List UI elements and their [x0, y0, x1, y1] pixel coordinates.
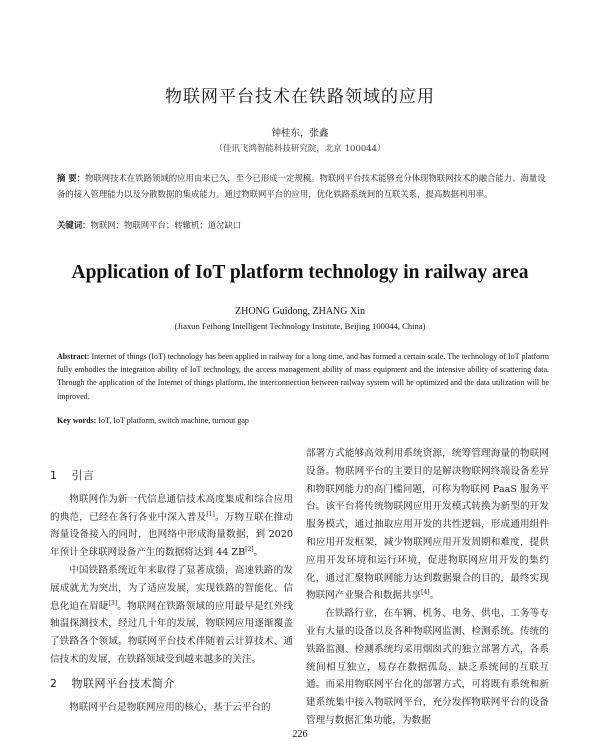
r1-text-2: 。 — [429, 590, 440, 602]
citation: [1] — [206, 510, 215, 518]
page-number: 226 — [292, 729, 308, 740]
cn-title: 物联网平台技术在铁路领域的应用 — [165, 87, 435, 107]
p1-text-3: 。 — [253, 547, 264, 559]
citation: [3] — [108, 599, 118, 607]
section-2-title: 物联网平台技术简介 — [71, 676, 175, 690]
cn-authors: 钟桂东，张鑫 — [271, 128, 329, 139]
body-right-column — [306, 445, 549, 730]
section-heading-2 — [50, 675, 293, 693]
en-keywords-text: IoT, IoT platform, switch machine, turnout gap — [98, 416, 249, 425]
paragraph-1 — [50, 491, 293, 562]
p2-text: 中国铁路系统近年来取得了显著成绩，高速铁路的发展成就尤为突出，为了适应发展，实现铁路的智能化、信息化迫在眉睫 — [50, 564, 293, 612]
en-abstract — [57, 350, 549, 403]
en-abstract-label: Abstract: — [57, 352, 90, 361]
en-keywords — [57, 416, 549, 425]
en-authors: ZHONG Guidong, ZHANG Xin — [235, 306, 365, 317]
cn-abstract — [57, 170, 549, 202]
cn-keywords — [57, 219, 549, 231]
en-keywords-label: Key words: — [57, 416, 97, 425]
r1-text: 部署方式能够高效利用系统资源，统筹管理海量的物联网设备。物联网平台的主要目的是解决物联网终端设备差异和物联网能力的高门槛问题，可称为物联网 PaaS 服务平台。该平台将传统物联网应用开发模式转换为新型的开发服务模式，通过抽取应用开发的共性逻辑，形成通用组件和应用开发框架，减少物联网应用开发周期和难度，提供应用开发环境和运行环境，促进物联网应用开发的集约化，通过汇聚物联网能力达到数据聚合的目的，最终实现物联网产业聚合和数据共享 — [306, 448, 549, 602]
section-1-number: 1 — [50, 469, 58, 482]
cn-keywords-label: 关键词： — [57, 220, 91, 230]
cn-keywords-text: 物联网；物联网平台；转辙机；道岔缺口 — [90, 220, 242, 230]
section-1-title: 引言 — [71, 469, 95, 482]
citation: [2] — [245, 546, 254, 553]
cn-affiliation: （佳讯飞鸿智能科技研究院，北京 100044） — [214, 144, 386, 154]
section-heading-1 — [50, 467, 293, 485]
paragraph-2 — [50, 562, 293, 669]
cn-abstract-label: 摘 要： — [57, 173, 86, 183]
section-2-number: 2 — [50, 676, 58, 690]
en-abstract-text: Internet of things (IoT) technology has been applied in railway for a long time, and has formed a certain scale. The technology of IoT platform fully embodies the integration ability of IoT technology, the access management ability of mass equipment and the intensive ability of scattering data. Through the application of the Internet of things platform, the interconnection between railway system will be optimized and the data utilization will be improved. — [57, 352, 549, 401]
paragraph-3: 物联网平台是物联网应用的核心，基于云平台的 — [69, 701, 271, 713]
paragraph-r1 — [306, 445, 549, 605]
p2-text-2: 。物联网在铁路领域的应用最早是红外线轴温探测技术，经过几十年的发展，物联网应用逐渐覆盖了铁路各个领域。物联网平台技术伴随着云计算技术、通信技术的发展，在铁路领域受到越来越多的关注。 — [50, 600, 293, 665]
paragraph-r2: 在铁路行业，在车辆、机务、电务、供电、工务等专业有大量的设备以及各种物联网监测、检测系统。传统的铁路监测、检测系统均采用烟囱式的独立部署方式，各系统间相互独立，易存在数据孤岛，缺乏系统间的互联互通。而采用物联网平台化的部署方式，可将既有系统和新建系统集中接入物联网平台，充分发挥物联网平台的设备管理与数据汇集功能，为数据 — [306, 608, 549, 726]
citation: [4] — [421, 589, 430, 597]
body-left-column — [50, 461, 293, 716]
en-affiliation: (Jiaxun Feihong Intelligent Technology Institute, Beijing 100044, China) — [174, 321, 426, 331]
cn-abstract-text: 物联网技术在铁路领域的应用由来已久，至今已形成一定规模。物联网平台技术能够充分体现物联网技术的融合能力、海量设备的接入管理能力以及分散数据的集成能力。通过物联网平台的应用，优化铁路系统间的互联关系，提高数据利用率。 — [57, 173, 546, 199]
en-title: Application of IoT platform technology in railway area — [71, 262, 529, 283]
p1-text-2: 。万物互联在推动海量设备接入的同时，也网络中形成海量数据，到 2020 年预计全球联网设备产生的数据将达到 44 ZB — [50, 511, 294, 559]
p1-text: 物联网作为新一代信息通信技术高度集成和综合应用的典范，已经在各行各业中深入普及 — [50, 493, 293, 523]
